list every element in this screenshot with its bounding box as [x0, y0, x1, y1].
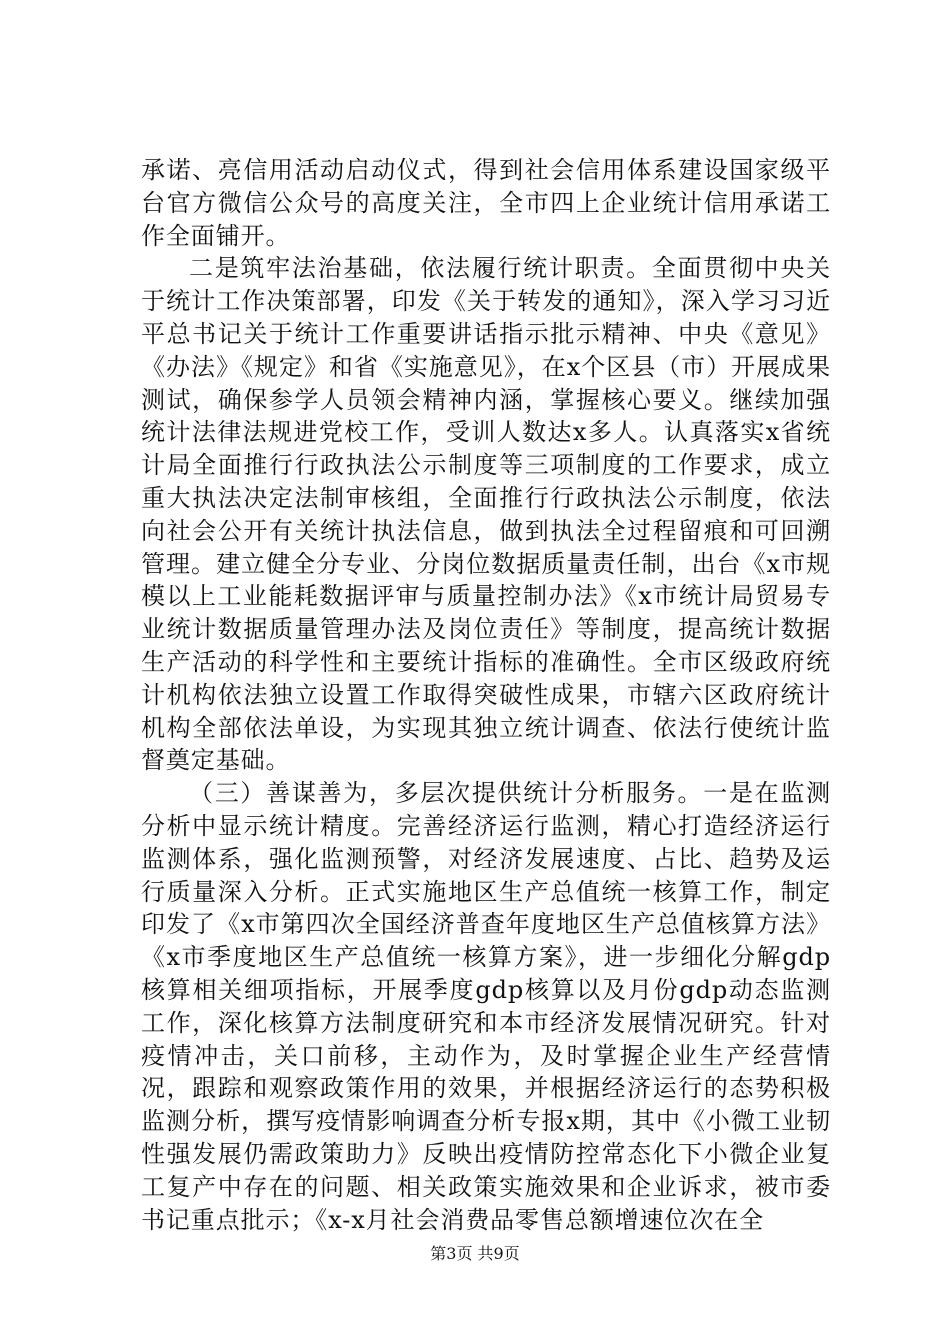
paragraph-analysis-services: （三）善谋善为，多层次提供统计分析服务。一是在监测分析中显示统计精度。完善经济运行监测，精心打造经济运行监测体系，强化监测预警，对经济发展速度、占比、趋势及运行质量深入分析。正式实施地区生产总值统一核算工作，制定印发了《x市第四次全国经济普查年度地区生产总值核算方法》《x市季度地区生产总值统一核算方案》，进一步细化分解gdp核算相关细项指标，开展季度gdp核算以及月份gdp动态监测工作，深化核算方法制度研究和本市经济发展情况研究。针对疫情冲击，关口前移，主动作为，及时掌握企业生产经营情况，跟踪和观察政策作用的效果，并根据经济运行的态势积极监测分析，撰写疫情影响调查分析专报x期，其中《小微工业韧性强发展仍需政策助力》反映出疫情防控常态化下小微企业复工复产中存在的问题、相关政策实施效果和企业诉求，被市委书记重点批示；《x-x月社会消费品零售总额增速位次在全 — [141, 779, 831, 1234]
paragraph-legal-foundation: 二是筑牢法治基础，依法履行统计职责。全面贯彻中央关于统计工作决策部署，印发《关于转发的通知》，深入学习习近平总书记关于统计工作重要讲话指示批示精神、中央《意见》《办法》《规定》和省《实施意见》，在x个区县（市）开展成果测试，确保参学人员领会精神内涵，掌握核心要义。继续加强统计法律法规进党校工作，受训人数达x多人。认真落实x省统计局全面推行行政执法公示制度等三项制度的工作要求，成立重大执法决定法制审核组，全面推行行政执法公示制度，依法向社会公开有关统计执法信息，做到执法全过程留痕和可回溯管理。建立健全分专业、分岗位数据质量责任制，出台《x市规模以上工业能耗数据评审与质量控制办法》《x市统计局贸易专业统计数据质量管理办法及岗位责任》等制度，提高统计数据生产活动的科学性和主要统计指标的准确性。全市区级政府统计机构依法独立设置工作取得突破性成果，市辖六区政府统计机构全部依法单设，为实现其独立统计调查、依法行使统计监督奠定基础。 — [141, 254, 831, 775]
page-footer: 第3页 共9页 — [430, 1244, 520, 1263]
document-body — [141, 154, 831, 1236]
paragraph-continuation: 承诺、亮信用活动启动仪式，得到社会信用体系建设国家级平台官方微信公众号的高度关注，全市四上企业统计信用承诺工作全面铺开。 — [141, 156, 831, 250]
